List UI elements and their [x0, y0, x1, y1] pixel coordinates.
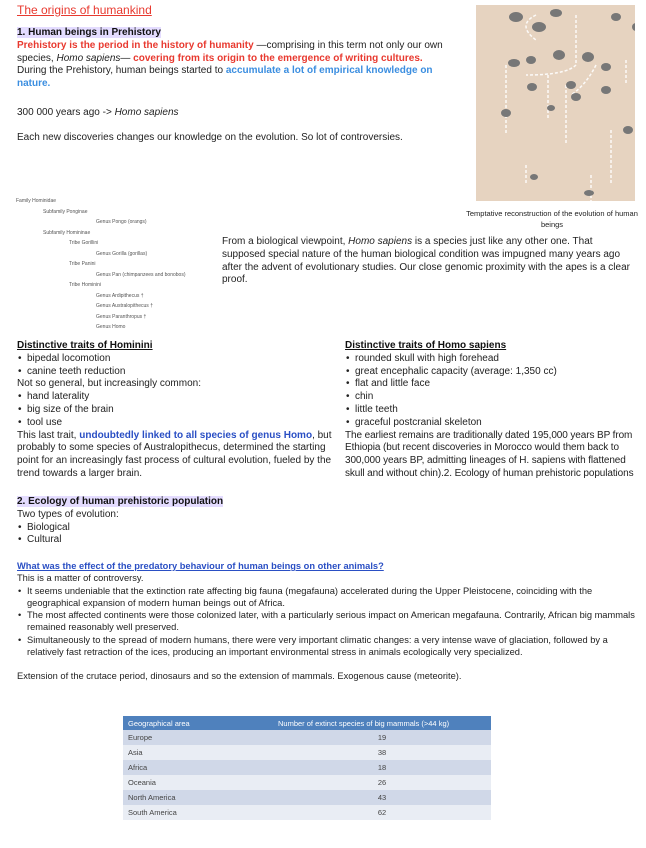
text: Extension of the crutace period, dinosaurs and so the extension of mammals. Exogenous cause (meteorite).: [17, 671, 462, 682]
taxonomy-item: Tribe Hominini: [69, 282, 102, 288]
table-row: [123, 730, 491, 745]
cell: Europe: [123, 730, 273, 745]
extinction-table: [123, 716, 491, 820]
section-2: [17, 496, 332, 547]
evolution-tree-illustration: [476, 5, 635, 201]
text: Two types of evolution:: [17, 508, 119, 520]
sapiens-heading: Distinctive traits of Homo sapiens: [345, 340, 507, 351]
text: Not so general, but increasingly common:: [17, 378, 201, 390]
taxonomy-item: Tribe Gorillini: [69, 240, 99, 246]
italic-text: Homo sapiens: [348, 236, 413, 247]
table-row: [123, 760, 491, 775]
cell: 38: [273, 745, 491, 760]
document-title: The origins of humankind: [17, 3, 152, 17]
text: The earliest remains are traditionally dated 195,000 years BP from Ethiopia (but recent discoveries in Morocco would them back to 300,000 years BP, admitting lineages of H. sapiens with flattened skull and without chin).2. Ecology of human prehistoric populations: [345, 429, 634, 479]
list-item: • big size of the brain: [17, 404, 332, 417]
figure-caption: Temptative reconstruction of the evolution of human beings: [466, 209, 638, 229]
cell: Africa: [123, 760, 273, 775]
sapiens-section: [345, 340, 641, 481]
list-item: • chin: [345, 391, 641, 404]
list-item: • bipedal locomotion: [17, 353, 332, 366]
list-item: • great encephalic capacity (average: 1,350 cc): [345, 366, 641, 379]
highlight-text: Prehistory is the period in the history of humanity: [17, 39, 254, 51]
taxonomy-item: Genus Australopithecus †: [96, 303, 153, 309]
section-2-heading: 2. Ecology of human prehistoric population: [17, 496, 224, 507]
table-row: [123, 805, 491, 820]
taxonomy-item: Genus Ardipithecus †: [96, 292, 144, 299]
hominini-heading: Distinctive traits of Hominini: [17, 340, 153, 351]
taxonomy-item: Family Hominidae: [16, 198, 57, 204]
text: This is a matter of controversy.: [17, 573, 144, 584]
list-item: • Biological: [17, 522, 332, 535]
taxonomy-list: [16, 196, 186, 333]
list-item: • Simultaneously to the spread of modern humans, there were very important climatic changes: a very intense wave of glaciation, followed by a relatively fast retraction of the ices, producing an important environmental stress in animals ecologically very specialized.: [17, 634, 642, 659]
cell: 19: [273, 730, 491, 745]
text: is a species just like any other one. That supposed special nature of the human biological condition was impugned many years ago after the advent of evolutionary studies. Our close genomic proximity with the apes is a clear proof.: [222, 236, 630, 286]
list-item: • It seems undeniable that the extinction rate affecting big fauna (megafauna) accelerated during the Upper Pleistocene, coinciding with the geographical expansion of modern human beings out of Africa.: [17, 585, 642, 610]
list-item: • Cultural: [17, 534, 332, 547]
highlight-text: undoubtedly linked to all species of genus Homo: [79, 429, 313, 441]
hominini-section: [17, 340, 332, 481]
cell: Oceania: [123, 775, 273, 790]
cell: 62: [273, 805, 491, 820]
discoveries-line: Each new discoveries changes our knowledge on the evolution. So lot of controversies.: [17, 132, 403, 143]
taxonomy-item: Genus Pongo (orangs): [96, 219, 147, 225]
cell: Asia: [123, 745, 273, 760]
column-header: Number of extinct species of big mammals (>44 kg): [273, 716, 491, 730]
taxonomy-item: Genus Homo: [96, 324, 126, 330]
text: From a biological viewpoint,: [222, 236, 349, 247]
taxonomy-item: Genus Pan (chimpanzees and bonobos): [96, 271, 186, 278]
highlight-text: accumulate a lot of empirical knowledge on nature.: [17, 65, 433, 90]
cell: 18: [273, 760, 491, 775]
text: During the Prehistory, human beings started to: [17, 65, 226, 77]
list-item: • canine teeth reduction: [17, 366, 332, 379]
cell: North America: [123, 790, 273, 805]
evolution-figure: [476, 5, 635, 201]
table-row: [123, 745, 491, 760]
cell: 43: [273, 790, 491, 805]
text: This last trait,: [17, 429, 80, 441]
taxonomy-item: Subfamily Ponginae: [43, 208, 88, 215]
table-row: [123, 790, 491, 805]
column-header: Geographical area: [123, 716, 273, 730]
taxonomy-item: Subfamily Homininae: [43, 229, 91, 236]
cell: 26: [273, 775, 491, 790]
table-header-row: [123, 716, 491, 730]
section-1-heading: 1. Human beings in Prehistory: [17, 27, 161, 38]
list-item: • little teeth: [345, 404, 641, 417]
list-item: • The most affected continents were those colonized later, with a particularly serious impact on American megafauna. Contrarily, African big mammals remained reasonably well preserved.: [17, 609, 642, 634]
biological-viewpoint-paragraph: [222, 236, 634, 287]
taxonomy-item: Genus Paranthropus †: [96, 313, 147, 320]
italic-text: Homo sapiens: [114, 107, 179, 118]
text: —: [120, 52, 134, 64]
taxonomy-item: Tribe Panini: [69, 261, 96, 267]
section-1: [17, 27, 445, 91]
list-item: • hand laterality: [17, 391, 332, 404]
date-line: [17, 107, 179, 118]
question-heading: What was the effect of the predatory behaviour of human beings on other animals?: [17, 561, 384, 571]
list-item: • flat and little face: [345, 378, 641, 391]
list-item: • rounded skull with high forehead: [345, 353, 641, 366]
table-row: [123, 775, 491, 790]
text: , but probably to some species of Australopithecus, determined the starting point for an increasingly fast process of cultural evolution, fueled by the trend towards a larger brain.: [17, 429, 332, 479]
cell: South America: [123, 805, 273, 820]
list-item: • graceful postcranial skeleton: [345, 417, 641, 430]
predation-section: [17, 560, 642, 683]
list-item: • tool use: [17, 417, 332, 430]
text: 300 000 years ago ->: [17, 107, 115, 118]
italic-text: Homo sapiens: [56, 52, 121, 64]
taxonomy-item: Genus Gorilla (gorillas): [96, 250, 148, 257]
highlight-text: covering from its origin to the emergence of writing cultures.: [133, 52, 423, 64]
text: —comprising in this term not only our own species,: [17, 39, 443, 64]
